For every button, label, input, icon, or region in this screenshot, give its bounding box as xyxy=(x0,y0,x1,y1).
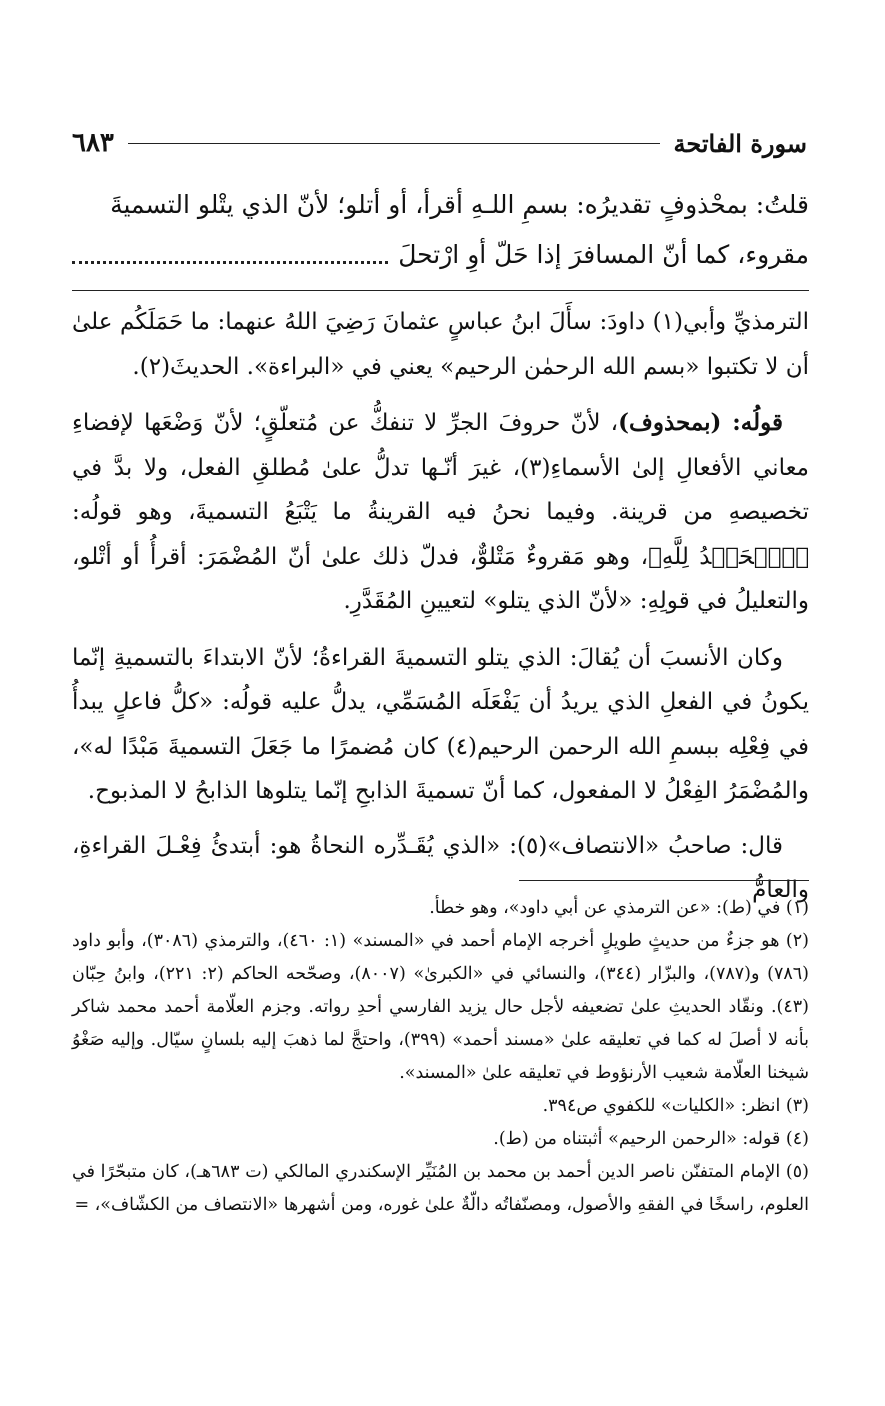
page-number: ٦٨٣ xyxy=(72,128,114,158)
paragraph-1: الترمذيِّ وأبي(١) داودَ: سأَلَ ابنُ عباسٍ عثمانَ رَضِيَ اللهُ عنهما: ما حَمَلَكُم علىٰ أن لا تكتبوا «بسم الله الرحمٰن الرحيم» يعني في «البراءة». الحديثَ(٢). xyxy=(72,309,810,380)
dotted-leader xyxy=(72,247,388,264)
footnote-3: (٣) انظر: «الكليات» للكفوي ص٣٩٤. xyxy=(542,1096,809,1116)
paragraph-2-text: ، لأنّ حروفَ الجرِّ لا تنفكُّ عن مُتعلّقٍ؛ لأنّ وَضْعَها لإفضاءِ معاني الأفعالِ إلىٰ الأسماءِ(٣)، غيرَ أنّـها تدلُّ علىٰ مُطلقِ الفعل، ولا بدَّ في تخصيصهِ من قرينة. وفيما نحنُ فيه القرينةُ ما يَتْبَعُ التسميةَ، وهو قولُه: ﴿ٱلۡحَمۡدُ لِلَّهِ﴾، وهو مَقروءٌ مَتْلوٌّ، فدلّ ذلك علىٰ أنّ المُضْمَرَ: أقرأُ أو أتْلو، والتعليلُ في قولِهِ: «لأنّ الذي يتلو» لتعيينِ المُقَدَّرِ. xyxy=(72,410,809,614)
footnote-1: (١) في (ط): «عن الترمذي عن أبي داود»، وهو خطأ. xyxy=(429,898,809,918)
matn-line-2: مقروء، كما أنّ المسافرَ إذا حَلّ أوِ ارْتحلَ xyxy=(398,240,809,269)
matn-line-1: قلتُ: بمحْذوفٍ تقديرُه: بسمِ اللـهِ أقرأ، أو أتلو؛ لأنّ الذي يتْلو التسميةَ xyxy=(110,190,809,219)
footnotes xyxy=(72,892,809,1222)
surah-title: سورة الفاتحة xyxy=(673,128,807,158)
paragraph-2-label: قولُه: (بمحذوف) xyxy=(618,409,783,436)
matn-text xyxy=(72,180,809,280)
matn-separator xyxy=(72,290,809,291)
footnote-2: (٢) هو جزءٌ من حديثٍ طويلٍ أخرجه الإمام أحمد في «المسند» (١: ٤٦٠)، والترمذي (٣٠٨٦)، وأبو داود (٧٨٦) و(٧٨٧)، والبزّار (٣٤٤)، والنسائي في «الكبرىٰ» (٨٠٠٧)، وصحّحه الحاكم (٢: ٢٢١)، وابنُ حِبّان (٤٣). ونقّاد الحديثِ علىٰ تضعيفه لأجل حال يزيد الفارسي أحدِ رواته. وجزم العلّامة أحمد محمد شاكر بأنه لا أصلَ له كما في تعليقه علىٰ «مسند أحمد» (٣٩٩)، واحتجَّ لما ذهبَ إليه بلسانٍ سيّال. وإليه صَغْوُ شيخنا العلّامة شعيب الأرنؤوط في تعليقه علىٰ «المسند». xyxy=(72,931,809,1083)
footnote-5: (٥) الإمام المتفنّن ناصر الدين أحمد بن محمد بن المُنَيِّر الإسكندري المالكي (ت ٦٨٣هـ)، كان متبحّرًا في العلوم، راسخًا في الفقهِ والأصول، ومصنّفاتُه دالّةٌ علىٰ غوره، ومن أشهرها «الانتصاف من الكشّاف»، = xyxy=(72,1162,809,1215)
footnote-4: (٤) قوله: «الرحمن الرحيم» أثبتناه من (ط). xyxy=(493,1129,809,1149)
page-header xyxy=(72,118,807,168)
matn-line-2-wrap xyxy=(72,230,809,280)
paragraph-4: قال: صاحبُ «الانتصاف»(٥): «الذي يُقَـدِّره النحاةُ هو: أبتدئُ فِعْـلَ القراءةِ، والعامُّ xyxy=(72,832,809,903)
paragraph-2 xyxy=(72,401,809,624)
header-rule xyxy=(128,143,660,144)
footnote-separator xyxy=(519,880,809,881)
paragraph-3: وكان الأنسبَ أن يُقالَ: الذي يتلو التسميةَ القراءةُ؛ لأنّ الابتداءَ بالتسميةِ إنّما يكونُ في الفعلِ الذي يريدُ أن يَفْعَلَه المُسَمِّي، يدلُّ عليه قولُه: «كلُّ فاعلٍ يبدأُ في فِعْلِه ببسمِ الله الرحمن الرحيم(٤) كان مُضمرًا ما جَعَلَ التسميةَ مَبْدًا له»، والمُضْمَرُ الفِعْلُ لا المفعول، كما أنّ تسميةَ الذابحِ إنّما يتلوها الذابحُ لا المذبوح. xyxy=(72,644,810,804)
commentary-body xyxy=(72,300,809,923)
